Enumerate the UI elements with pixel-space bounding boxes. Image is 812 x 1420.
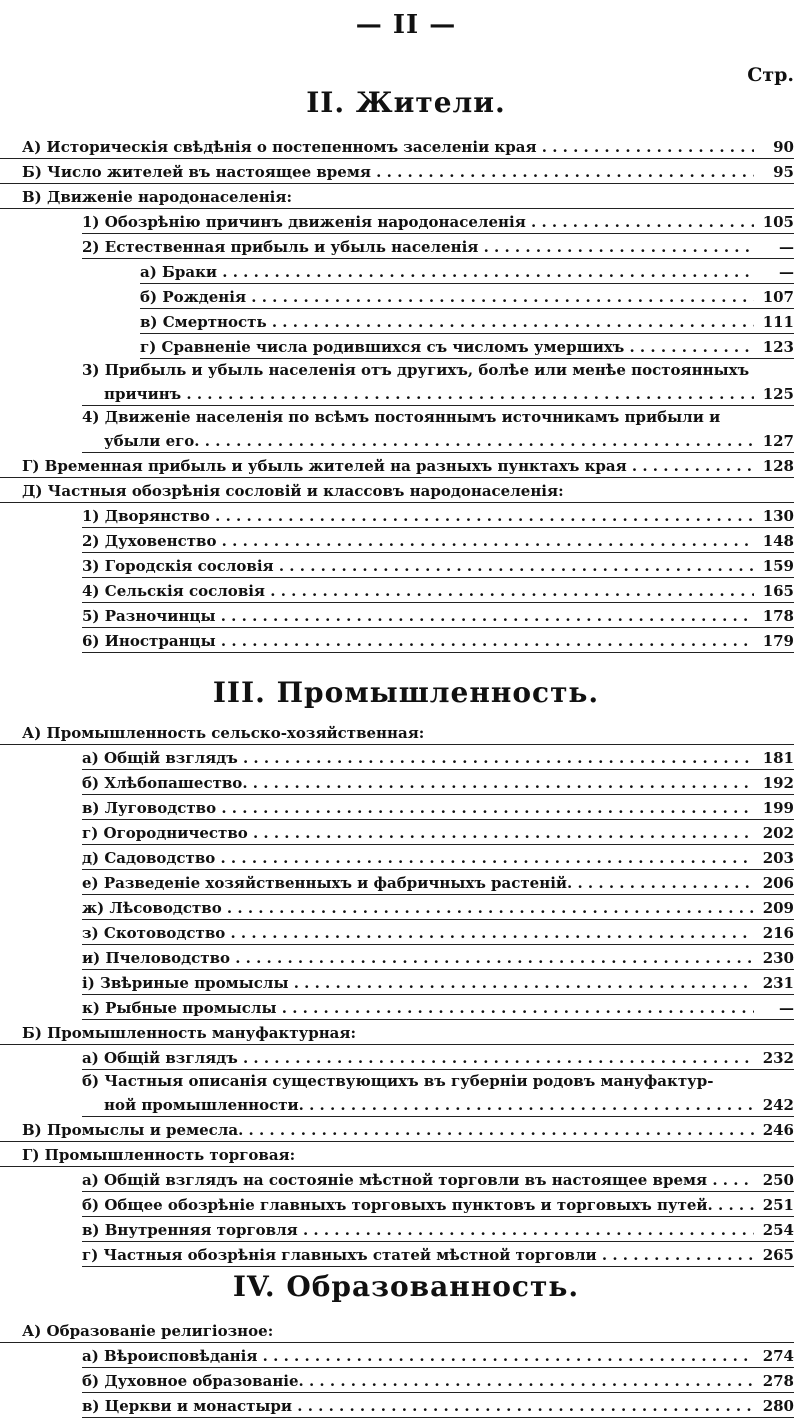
toc-entry [140,259,794,284]
toc-entry-title: г) Сравненіе числа родившихся съ числомъ умершихъ . . . [140,338,754,356]
toc-entry-page: 209 [760,899,794,917]
toc-entry-page: 125 [760,385,794,403]
toc-entry [82,820,794,845]
toc-entry-title: 4) Движеніе населенія по всѣмъ постояннымъ источникамъ прибыли и [82,408,721,426]
toc-entry-page: 230 [760,949,794,967]
toc-entry-page: 202 [760,824,794,842]
toc-entry-title: и) Пчеловодство . . . [82,949,754,967]
toc-entry-title: 6) Иностранцы . . . [82,632,754,650]
toc-entry-page: 251 [760,1196,794,1214]
toc-entry [82,920,794,945]
toc-entry [0,1020,794,1045]
toc-entry-page: 105 [760,213,794,231]
toc-entry [82,1242,794,1267]
toc-entry-title: д) Садоводство . . . [82,849,754,867]
toc-entry [82,381,794,406]
toc-entry-title: А) Историческія свѣдѣнія о постепенномъ заселеніи края . . . [22,138,754,156]
toc-entry [0,720,794,745]
toc-entry-page: 231 [760,974,794,992]
toc-entry-title: ной промышленности. . . . [104,1096,754,1114]
toc-entry [82,503,794,528]
toc-entry [82,1045,794,1070]
toc-entry-page: 278 [760,1372,794,1390]
toc-entry-page: 192 [760,774,794,792]
toc-section-industry [0,720,812,1267]
toc-entry-page: 130 [760,507,794,525]
toc-entry [0,1117,794,1142]
toc-entry [82,870,794,895]
toc-entry-page: 165 [760,582,794,600]
toc-entry-title: а) Общій взглядъ на состояніе мѣстной торговли въ настоящее время . . . [82,1171,754,1189]
toc-entry [82,745,794,770]
toc-entry-title: в) Внутренняя торговля . . . [82,1221,754,1239]
toc-entry [82,1167,794,1192]
toc-entry-page: 128 [760,457,794,475]
toc-entry-page: — [760,263,794,281]
toc-entry [82,359,794,381]
toc-entry-title: 3) Городскія сословія . . . [82,557,754,575]
toc-entry-title: А) Промышленность сельско-хозяйственная: [22,724,425,742]
toc-entry-title: в) Луговодство . . . [82,799,754,817]
toc-entry [0,134,794,159]
toc-entry [0,478,794,503]
toc-entry-page: 232 [760,1049,794,1067]
toc-entry [82,770,794,795]
toc-entry [82,234,794,259]
toc-entry-title: к) Рыбные промыслы . . . [82,999,754,1017]
toc-entry-page: 242 [760,1096,794,1114]
toc-entry [82,428,794,453]
toc-entry [82,209,794,234]
toc-entry-page: 148 [760,532,794,550]
toc-entry-title: А) Образованіе религіозное: [22,1322,274,1340]
section-title: II. Жители. [306,86,506,119]
toc-entry-title: Б) Промышленность мануфактурная: [22,1024,357,1042]
page-column-header: Стр. [747,64,794,86]
toc-entry [82,1393,794,1418]
toc-entry-page: 111 [760,313,794,331]
toc-entry-title: а) Вѣроисповѣданія . . . [82,1347,754,1365]
toc-entry-title: ж) Лѣсоводство . . . [82,899,754,917]
toc-entry [82,895,794,920]
toc-entry [82,1070,794,1092]
toc-entry-title: 3) Прибыль и убыль населенія отъ другихъ, болѣе или менѣе постоянныхъ [82,361,750,379]
toc-entry-page: 107 [760,288,794,306]
toc-entry-title: 5) Разночинцы . . . [82,607,754,625]
section-title: III. Промышленность. [212,676,600,709]
toc-entry-title: 1) Обозрѣнію причинъ движенія народонаселенія . . . [82,213,754,231]
toc-entry-page: 250 [760,1171,794,1189]
toc-entry [140,284,794,309]
toc-entry [82,1092,794,1117]
toc-entry-page: 274 [760,1347,794,1365]
toc-entry-title: В) Промыслы и ремесла. . . . [22,1121,754,1139]
toc-entry-page: 178 [760,607,794,625]
toc-entry-title: б) Частныя описанія существующихъ въ губерніи родовъ мануфактур- [82,1072,714,1090]
toc-entry [82,603,794,628]
toc-entry-title: в) Церкви и монастыри . . . [82,1397,754,1415]
toc-entry-title: б) Духовное образованіе. . . . [82,1372,754,1390]
toc-entry-page: 90 [760,138,794,156]
toc-entry-title: а) Общій взглядъ . . . [82,1049,754,1067]
toc-entry-page: 254 [760,1221,794,1239]
toc-entry-title: убыли его. . . . [104,432,754,450]
toc-entry-title: б) Хлѣбопашество. . . . [82,774,754,792]
toc-entry [82,1192,794,1217]
toc-entry-page: 127 [760,432,794,450]
toc-entry-page: 216 [760,924,794,942]
toc-entry [82,945,794,970]
toc-entry-page: 265 [760,1246,794,1264]
toc-entry-page: 246 [760,1121,794,1139]
toc-entry-title: Б) Число жителей въ настоящее время . . . [22,163,754,181]
toc-entry [140,309,794,334]
toc-entry-title: а) Общій взглядъ . . . [82,749,754,767]
toc-entry [82,578,794,603]
toc-entry-title: в) Смертность . . . [140,313,754,331]
toc-entry [82,845,794,870]
toc-entry-page: 95 [760,163,794,181]
toc-entry-page: 123 [760,338,794,356]
toc-entry-page: — [760,238,794,256]
toc-entry-title: 2) Естественная прибыль и убыль населенія . . . [82,238,754,256]
section-title: IV. Образованность. [232,1270,580,1303]
toc-entry-title: г) Огородничество . . . [82,824,754,842]
toc-entry-title: причинъ . . . [104,385,754,403]
toc-section-residents [0,134,812,653]
toc-entry-title: а) Браки . . . [140,263,754,281]
toc-entry [82,1368,794,1393]
toc-entry [0,453,794,478]
toc-entry [0,184,794,209]
toc-entry [82,628,794,653]
toc-entry-title: 4) Сельскія сословія . . . [82,582,754,600]
toc-entry-title: і) Звѣриные промыслы . . . [82,974,754,992]
toc-entry [82,1217,794,1242]
toc-entry [0,1142,794,1167]
toc-entry [140,334,794,359]
toc-entry-title: б) Рожденія . . . [140,288,754,306]
toc-entry [82,406,794,428]
toc-entry [82,528,794,553]
toc-entry [82,995,794,1020]
page-number: — II — [355,10,457,40]
toc-entry [82,1343,794,1368]
toc-entry-title: е) Разведеніе хозяйственныхъ и фабричныхъ растеній. . . . [82,874,754,892]
toc-entry-title: з) Скотоводство . . . [82,924,754,942]
toc-entry-title: В) Движеніе народонаселенія: [22,188,292,206]
toc-entry-title: 2) Духовенство . . . [82,532,754,550]
toc-entry-title: Г) Временная прибыль и убыль жителей на разныхъ пунктахъ края . . . [22,457,754,475]
toc-entry-page: 199 [760,799,794,817]
toc-entry [82,970,794,995]
toc-entry-page: — [760,999,794,1017]
toc-entry-title: Д) Частныя обозрѣнія сословій и классовъ народонаселенія: [22,482,564,500]
toc-entry-page: 159 [760,557,794,575]
toc-entry-title: Г) Промышленность торговая: [22,1146,296,1164]
toc-entry-title: б) Общее обозрѣніе главныхъ торговыхъ пунктовъ и торговыхъ путей. . . . [82,1196,754,1214]
toc-entry-page: 206 [760,874,794,892]
toc-entry-page: 280 [760,1397,794,1415]
toc-entry [0,159,794,184]
toc-entry [0,1318,794,1343]
toc-entry [82,553,794,578]
toc-entry-page: 181 [760,749,794,767]
toc-entry-page: 203 [760,849,794,867]
toc-section-education [0,1318,812,1418]
toc-entry-title: г) Частныя обозрѣнія главныхъ статей мѣстной торговли . . . [82,1246,754,1264]
toc-entry [82,795,794,820]
toc-entry-title: 1) Дворянство . . . [82,507,754,525]
toc-entry-page: 179 [760,632,794,650]
